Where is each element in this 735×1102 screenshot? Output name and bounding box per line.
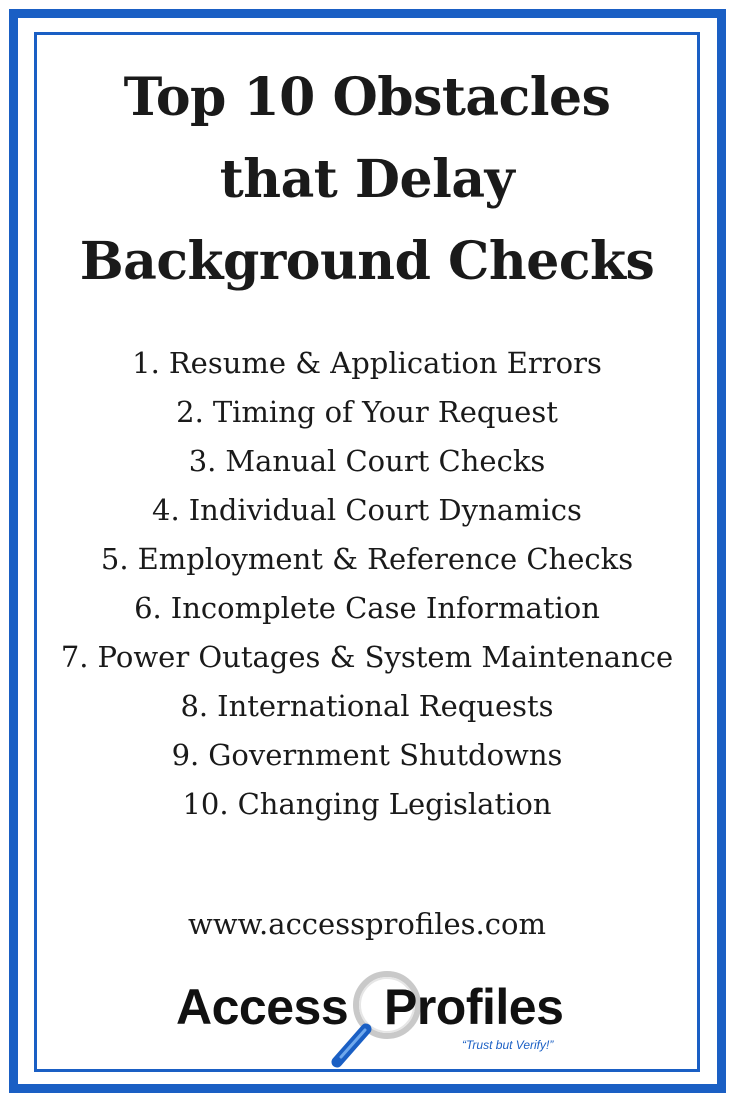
list-item: 3. Manual Court Checks (188, 444, 546, 478)
website-url[interactable]: www.accessprofiles.com (188, 907, 546, 941)
obstacles-list (44, 339, 690, 829)
logo-word-access: Access (176, 979, 349, 1035)
list-item: 9. Government Shutdowns (171, 738, 563, 772)
title-line-1: Top 10 Obstacles (123, 67, 611, 128)
list-item: 6. Incomplete Case Information (134, 591, 600, 625)
list-item: 10. Changing Legislation (182, 787, 552, 821)
list-item: 2. Timing of Your Request (176, 395, 558, 429)
list-item: 4. Individual Court Dynamics (152, 493, 582, 527)
logo-word-profiles: Profiles (384, 979, 564, 1035)
list-item: 5. Employment & Reference Checks (100, 542, 634, 576)
title-line-2: that Delay (219, 149, 515, 210)
access-profiles-logo (170, 965, 590, 1075)
list-item: 8. International Requests (180, 689, 554, 723)
title-line-3: Background Checks (79, 231, 655, 292)
list-item: 1. Resume & Application Errors (132, 346, 602, 380)
poster-title (34, 57, 700, 303)
list-item: 7. Power Outages & System Maintenance (60, 640, 674, 674)
logo-tagline: “Trust but Verify!” (462, 1038, 554, 1052)
